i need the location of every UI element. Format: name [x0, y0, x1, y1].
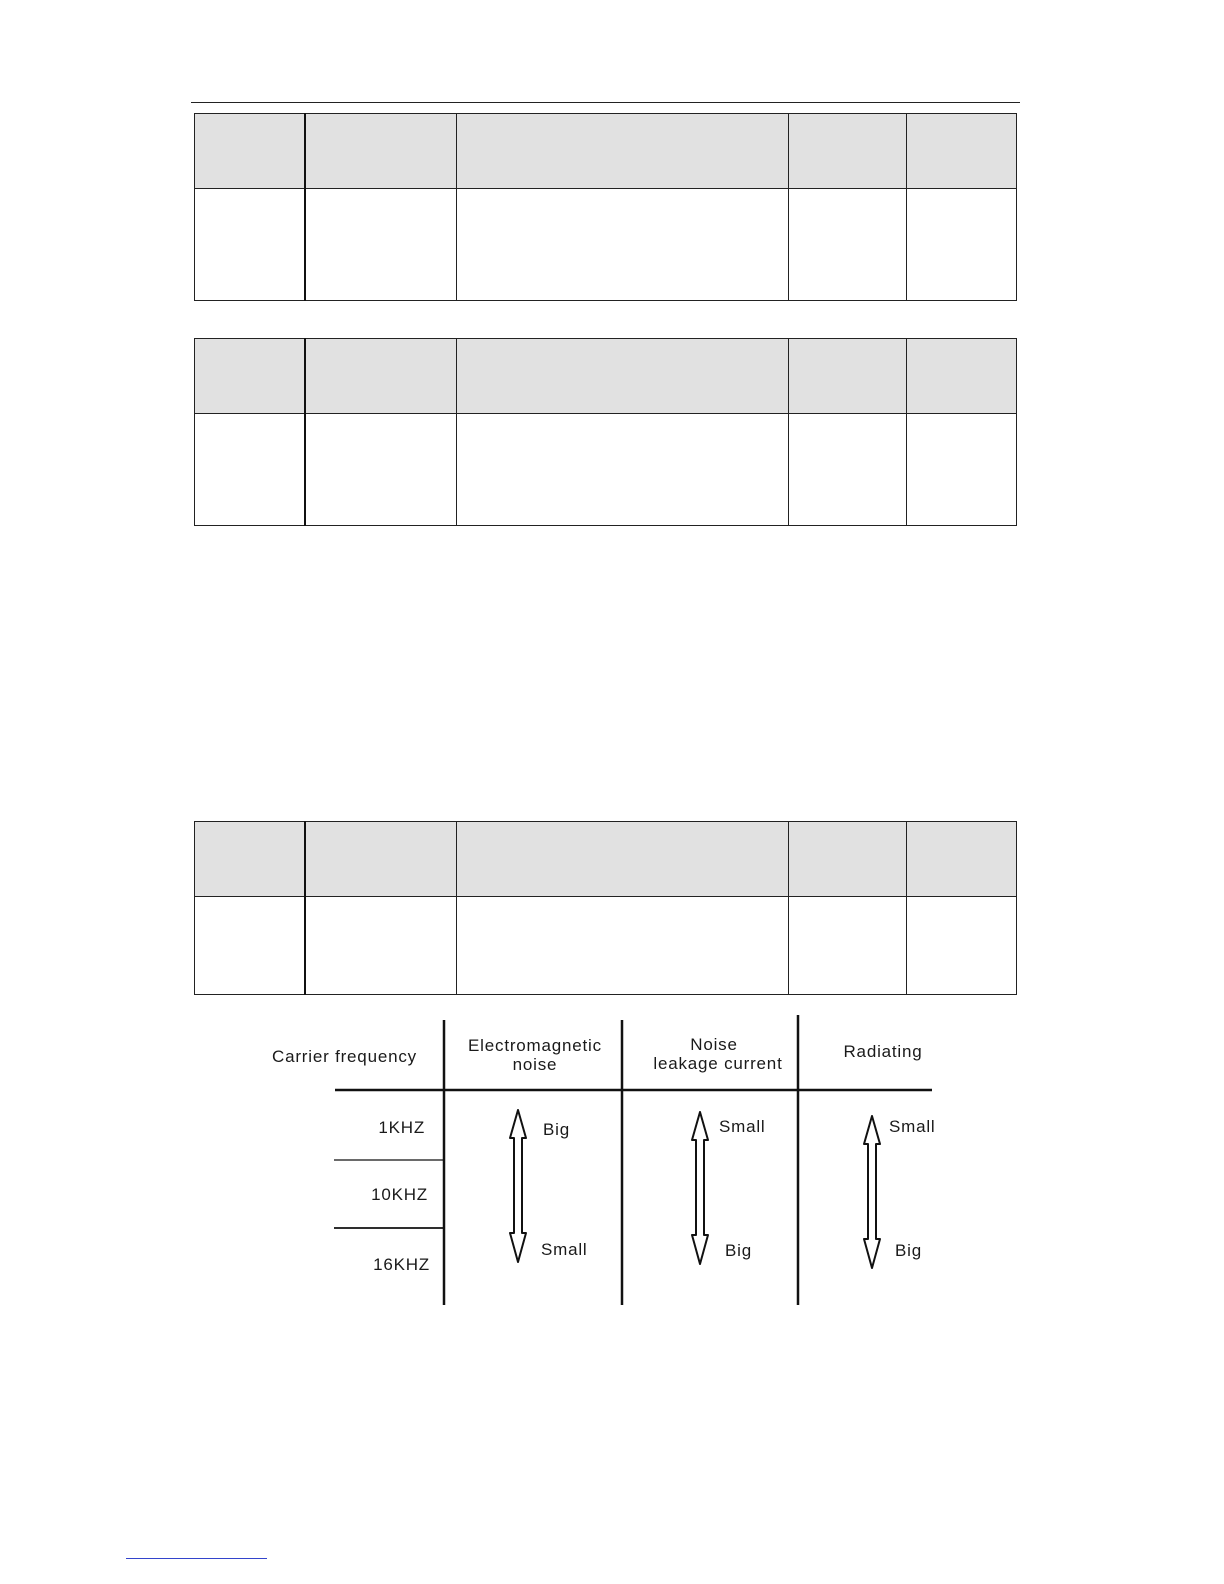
- leakage-top-label: Small: [719, 1117, 766, 1136]
- radiating-bottom-label: Big: [895, 1241, 922, 1260]
- leakage-bottom-label: Big: [725, 1241, 752, 1260]
- frequency-label-1khz: 1KHZ: [378, 1118, 425, 1137]
- noise-leakage-header: Noise: [690, 1035, 738, 1054]
- em-noise-bottom-label: Small: [541, 1240, 588, 1259]
- noise-leakage-header-line2: leakage current: [653, 1054, 783, 1073]
- electromagnetic-noise-header: Electromagnetic: [468, 1036, 602, 1055]
- double-arrow-icon: [510, 1110, 526, 1262]
- double-arrow-icon: [692, 1112, 708, 1264]
- radiating-top-label: Small: [889, 1117, 936, 1136]
- frequency-label-16khz: 16KHZ: [373, 1255, 430, 1274]
- em-noise-top-label: Big: [543, 1120, 570, 1139]
- electromagnetic-noise-header-line2: noise: [512, 1055, 558, 1074]
- radiating-header: Radiating: [843, 1042, 923, 1061]
- frequency-label-10khz: 10KHZ: [371, 1185, 428, 1204]
- footer-link-underline[interactable]: [126, 1558, 267, 1559]
- double-arrow-icon: [864, 1116, 880, 1268]
- carrier-frequency-header: Carrier frequency: [272, 1047, 417, 1066]
